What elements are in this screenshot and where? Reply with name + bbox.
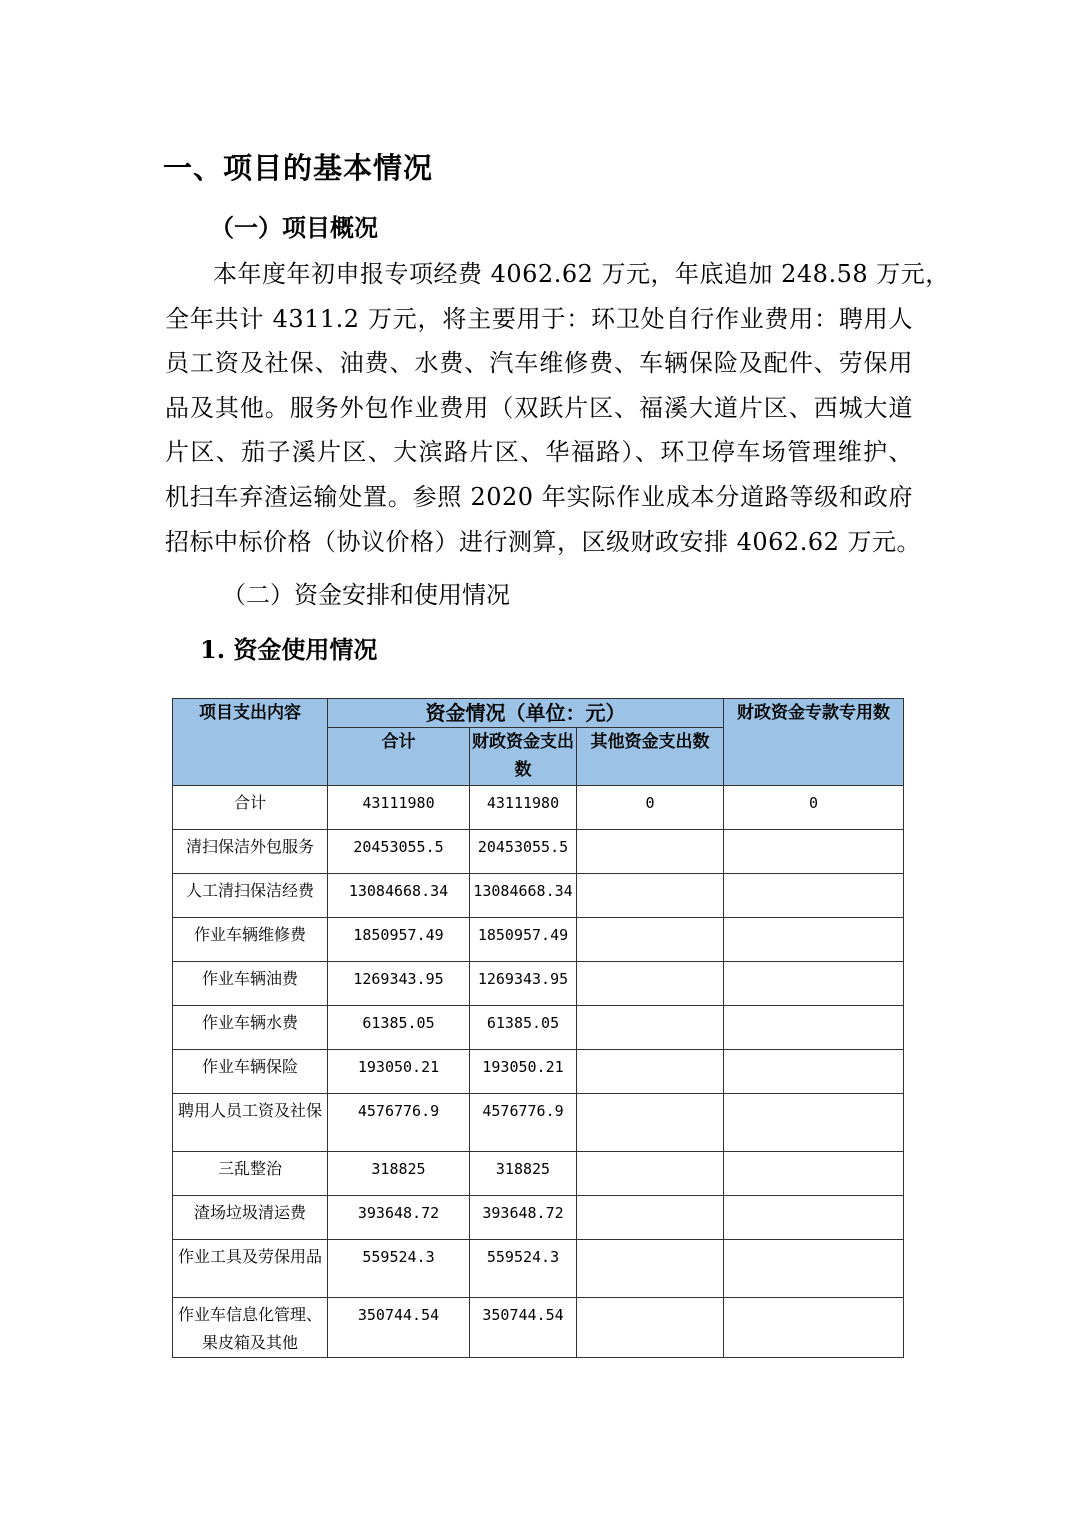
- cell-fiscal: 193050.21: [470, 1050, 577, 1094]
- cell-fiscal: 61385.05: [470, 1006, 577, 1050]
- paragraph-line: 招标中标价格（协议价格）进行测算，区级财政安排 4062.62 万元。: [165, 527, 922, 556]
- table-row: [173, 830, 904, 874]
- cell-total: 61385.05: [328, 1006, 470, 1050]
- cell-item: 作业车辆油费: [173, 962, 328, 1006]
- paragraph-line: 片区、茄子溪片区、大滨路片区、华福路）、环卫停车场管理维护、: [165, 438, 913, 467]
- cell-total: 43111980: [328, 786, 470, 830]
- table-row: [173, 1006, 904, 1050]
- cell-total: 193050.21: [328, 1050, 470, 1094]
- header-item: 项目支出内容: [173, 699, 328, 786]
- cell-other: [577, 1006, 724, 1050]
- cell-fiscal: 20453055.5: [470, 830, 577, 874]
- cell-other: [577, 1298, 724, 1358]
- cell-other: [577, 1196, 724, 1240]
- cell-special: [724, 1094, 904, 1152]
- cell-fiscal: 393648.72: [470, 1196, 577, 1240]
- table-row: [173, 874, 904, 918]
- cell-other: [577, 1094, 724, 1152]
- cell-total: 1850957.49: [328, 918, 470, 962]
- cell-item: 作业车信息化管理、果皮箱及其他: [173, 1298, 328, 1358]
- cell-other: [577, 1152, 724, 1196]
- cell-item: 作业车辆维修费: [173, 918, 328, 962]
- paragraph-line: 本年度年初申报专项经费 4062.62 万元，年底追加 248.58 万元，: [213, 260, 950, 288]
- cell-other: [577, 962, 724, 1006]
- cell-total: 1269343.95: [328, 962, 470, 1006]
- cell-item: 作业工具及劳保用品: [173, 1240, 328, 1298]
- cell-item: 聘用人员工资及社保: [173, 1094, 328, 1152]
- cell-special: [724, 1196, 904, 1240]
- cell-item: 作业车辆保险: [173, 1050, 328, 1094]
- fund-usage-table: [172, 698, 904, 1358]
- cell-special: [724, 874, 904, 918]
- cell-special: [724, 1050, 904, 1094]
- paragraph-line: 品及其他。服务外包作业费用（双跃片区、福溪大道片区、西城大道: [165, 393, 913, 422]
- cell-fiscal: 4576776.9: [470, 1094, 577, 1152]
- cell-other: [577, 1050, 724, 1094]
- table-row: [173, 962, 904, 1006]
- subsection-title-funding: （二）资金安排和使用情况: [222, 581, 510, 609]
- cell-fiscal: 1269343.95: [470, 962, 577, 1006]
- cell-total: 20453055.5: [328, 830, 470, 874]
- cell-total: 559524.3: [328, 1240, 470, 1298]
- cell-item: 人工清扫保洁经费: [173, 874, 328, 918]
- cell-special: [724, 962, 904, 1006]
- cell-special: [724, 830, 904, 874]
- cell-special: [724, 1240, 904, 1298]
- cell-fiscal: 559524.3: [470, 1240, 577, 1298]
- cell-other: [577, 1240, 724, 1298]
- cell-other: [577, 874, 724, 918]
- cell-other: [577, 830, 724, 874]
- table-row: [173, 918, 904, 962]
- cell-item: 作业车辆水费: [173, 1006, 328, 1050]
- subsection-title-overview: （一）项目概况: [210, 213, 378, 242]
- cell-special: [724, 1152, 904, 1196]
- cell-fiscal: 1850957.49: [470, 918, 577, 962]
- table-row: [173, 1298, 904, 1358]
- paragraph-line: 机扫车弃渣运输处置。参照 2020 年实际作业成本分道路等级和政府: [165, 482, 913, 511]
- table-row: [173, 786, 904, 830]
- cell-total: 13084668.34: [328, 874, 470, 918]
- cell-item: 合计: [173, 786, 328, 830]
- section-title: 一、项目的基本情况: [163, 151, 434, 185]
- header-other: 其他资金支出数: [577, 728, 724, 786]
- cell-other: [577, 918, 724, 962]
- cell-item: 渣场垃圾清运费: [173, 1196, 328, 1240]
- cell-fiscal: 350744.54: [470, 1298, 577, 1358]
- overview-paragraph: [165, 252, 950, 564]
- table-row: [173, 1050, 904, 1094]
- cell-special: [724, 1298, 904, 1358]
- cell-total: 350744.54: [328, 1298, 470, 1358]
- cell-total: 4576776.9: [328, 1094, 470, 1152]
- header-total: 合计: [328, 728, 470, 786]
- cell-total: 393648.72: [328, 1196, 470, 1240]
- table-row: [173, 1094, 904, 1152]
- cell-fiscal: 43111980: [470, 786, 577, 830]
- cell-item: 清扫保洁外包服务: [173, 830, 328, 874]
- paragraph-line: 全年共计 4311.2 万元，将主要用于：环卫处自行作业费用：聘用人: [165, 304, 913, 333]
- cell-item: 三乱整治: [173, 1152, 328, 1196]
- header-fund-group: 资金情况（单位：元）: [328, 699, 724, 728]
- cell-other: 0: [577, 786, 724, 830]
- cell-fiscal: 318825: [470, 1152, 577, 1196]
- table-row: [173, 1196, 904, 1240]
- header-fiscal: 财政资金支出数: [470, 728, 577, 786]
- subsection-title-fund-usage: 1. 资金使用情况: [200, 635, 378, 664]
- table-row: [173, 1240, 904, 1298]
- table-row: [173, 1152, 904, 1196]
- cell-special: [724, 1006, 904, 1050]
- cell-special: 0: [724, 786, 904, 830]
- cell-total: 318825: [328, 1152, 470, 1196]
- header-special: 财政资金专款专用数: [724, 699, 904, 786]
- cell-special: [724, 918, 904, 962]
- cell-fiscal: 13084668.34: [470, 874, 577, 918]
- paragraph-line: 员工资及社保、油费、水费、汽车维修费、车辆保险及配件、劳保用: [165, 349, 913, 378]
